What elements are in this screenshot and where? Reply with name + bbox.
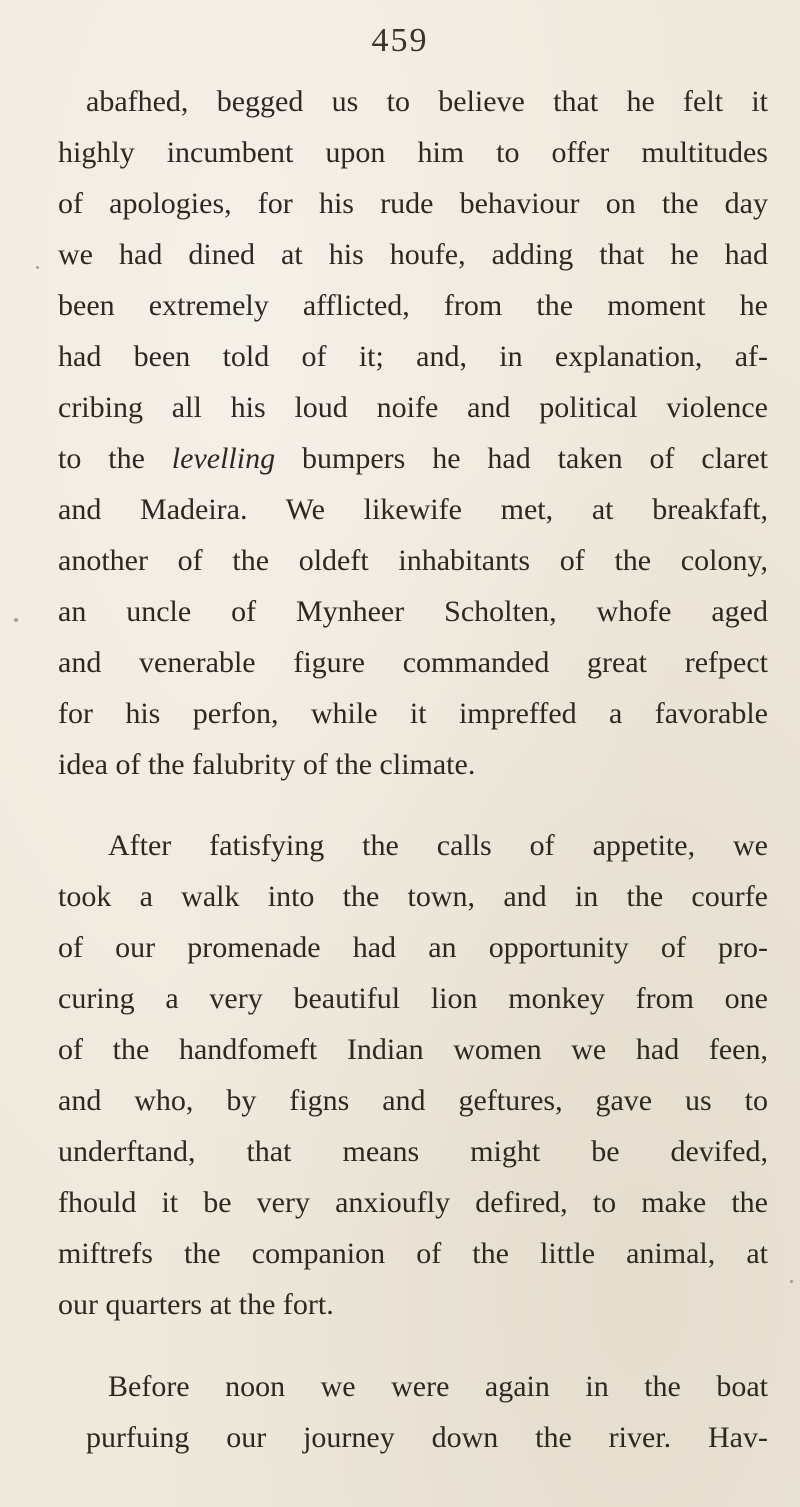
text-line: Before noon we were again in the boat (108, 1370, 768, 1403)
text-line: curing a very beautiful lion monkey from one (58, 982, 768, 1015)
text-line: of the handfomeft Indian women we had feen, (58, 1033, 768, 1066)
paper-speck (790, 1280, 793, 1283)
text-line: an uncle of Mynheer Scholten, whofe aged (58, 595, 768, 628)
text-line: another of the oldeft inhabitants of the colony, (58, 544, 768, 577)
text-line: took a walk into the town, and in the courfe (58, 880, 768, 913)
text-line: underftand, that means might be devifed, (58, 1135, 768, 1168)
text-fragment: to the (58, 442, 172, 475)
text-line: had been told of it; and, in explanation, af- (58, 340, 768, 373)
text-line: our quarters at the fort. (58, 1288, 334, 1321)
text-line: abafhed, begged us to believe that he felt it (86, 85, 768, 118)
text-line: purfuing our journey down the river. Hav- (86, 1421, 768, 1454)
text-line: of our promenade had an opportunity of pro- (58, 931, 768, 964)
text-line: of apologies, for his rude behaviour on the day (58, 187, 768, 220)
text-line: and Madeira. We likewife met, at breakfaft, (58, 493, 768, 526)
text-line: we had dined at his houfe, adding that he had (58, 238, 768, 271)
text-line: fhould it be very anxioufly defired, to make the (58, 1186, 768, 1219)
text-line: idea of the falubrity of the climate. (58, 748, 476, 781)
text-line: miftrefs the companion of the little animal, at (58, 1237, 768, 1270)
text-line: cribing all his loud noife and political violence (58, 391, 768, 424)
text-line: for his perfon, while it impreffed a favorable (58, 697, 768, 730)
page-number: 459 (371, 22, 429, 59)
text-line: highly incumbent upon him to offer multitudes (58, 136, 768, 169)
paper-speck (14, 618, 18, 622)
text-line-with-italic (58, 439, 768, 479)
italic-word: levelling (171, 442, 276, 475)
text-line: After fatisfying the calls of appetite, we (108, 829, 768, 862)
text-line: and who, by figns and geftures, gave us to (58, 1084, 768, 1117)
text-line: and venerable figure commanded great refpect (58, 646, 768, 679)
text-fragment: bumpers he had taken of claret (275, 442, 768, 475)
text-line: been extremely afflicted, from the moment he (58, 289, 768, 322)
paper-speck (36, 266, 39, 269)
